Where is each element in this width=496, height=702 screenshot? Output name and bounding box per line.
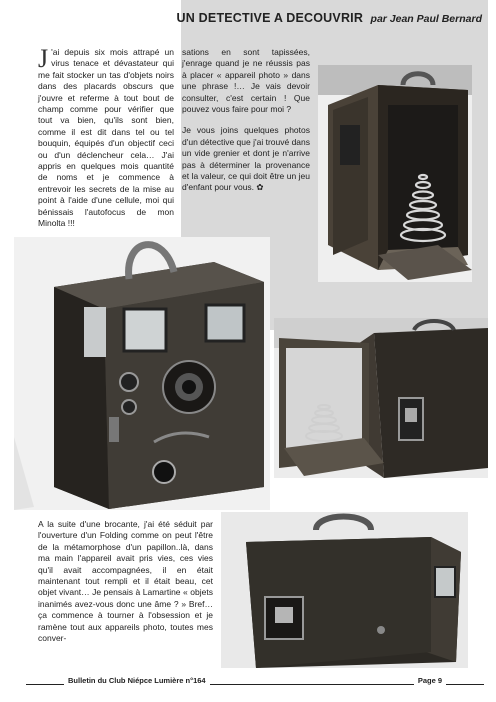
title-text: UN DETECTIVE A DECOUVRIR	[176, 11, 364, 25]
photo-camera-front	[14, 237, 270, 510]
photo-open-camera-side	[274, 318, 488, 478]
bottom-paragraph: A la suite d'une brocante, j'ai été séduit par l'ouverture d'un Folding comme on peut l'être de la métamorphose d'un papillon..là, dans ma main l'appareil avait pris vies, ces vies qu'il avait accompagnées, il en était maintenant tout rempli et il était beau, cet objet vivant… Je pensais à Lamartine « objets inanimés avez-vous donc une âme ? » Bref… ça commence à tourner à l'obsession et je ramène tout aux appareils photo, toutes mes conver-	[38, 519, 213, 644]
column-2-paragraph-1: sations en sont tapissées, j'enrage quand je ne réussis pas à placer « appareil photo » dans une phrase !… Je vais devoir consulter, c'est certain ! Que pouvez vous faire pour moi ?	[182, 47, 310, 115]
photo-open-camera-top	[318, 65, 472, 282]
article-title	[177, 9, 482, 27]
drop-cap: J	[38, 44, 49, 73]
article-bottom-text	[38, 519, 213, 644]
footer-page-number: Page 9	[417, 676, 442, 685]
footer-rule-middle	[210, 676, 414, 685]
column-1-text: 'ai depuis six mois attrapé un virus tenace et dévastateur qui me fait stocker un tas d'objets noirs dans des placards obscurs que j'ouvre et referme à tout bout de champ comme pour vérifier que tout va bien, qu'ils sont bien, comme il est dit dans tel ou tel bouquin, équipés d'un objectif ceci ou d'un déclencheur cela… J'ai appris en quelques mois quantité de noms et je commence à entrevoir les secrets de la mise au point à l'aide d'une cellule, moi qui bénissais l'autofocus de mon Minolta !!!	[38, 47, 174, 229]
column-2-paragraph-2: Je vous joins quelques photos d'un détective que j'ai trouvé dans un vide grenier et dont je n'arrive pas à déterminer la provenance et la valeur, ce qui doit être un jeu d'enfant pour vous.	[182, 125, 310, 193]
footer-rule-left	[26, 676, 64, 685]
footer-bulletin: Bulletin du Club Niépce Lumière n°164	[68, 676, 206, 685]
author-byline: par Jean Paul Bernard	[370, 13, 482, 25]
footer-rule-right	[446, 676, 484, 685]
end-of-article-mark: ✿	[256, 182, 264, 193]
article-column-2	[182, 47, 310, 194]
article-column-1	[38, 44, 174, 230]
page-footer	[26, 673, 484, 685]
photo-camera-back	[221, 512, 468, 668]
